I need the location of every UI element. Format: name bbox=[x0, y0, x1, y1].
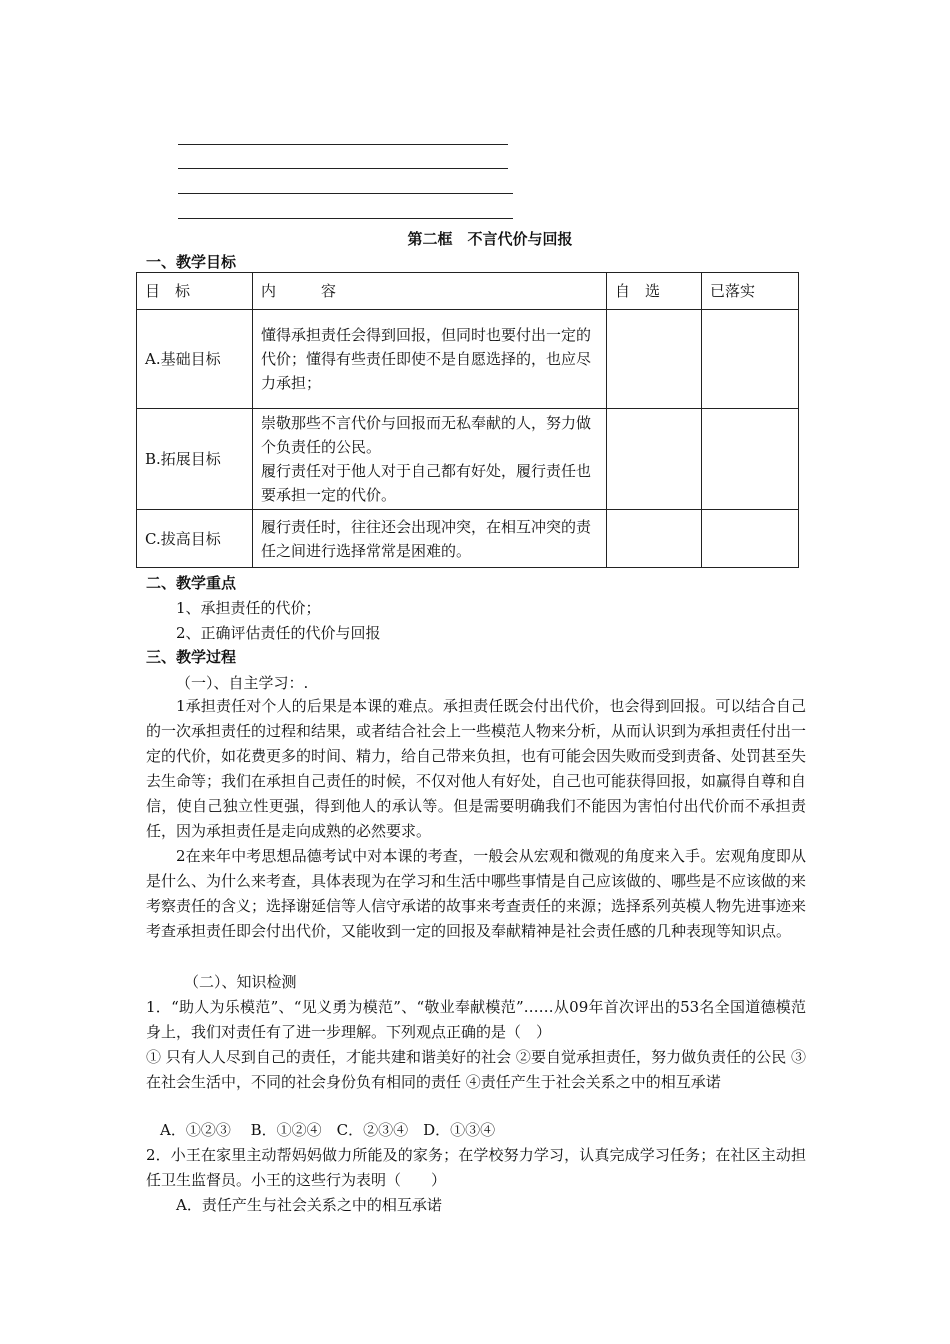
header-goal: 目 标 bbox=[137, 273, 253, 310]
row-label: A.基础目标 bbox=[137, 310, 253, 409]
section-heading-focus: 二、教学重点 bbox=[146, 574, 237, 592]
row-content bbox=[253, 409, 607, 510]
header-content: 内 容 bbox=[253, 273, 607, 310]
blank-line-3 bbox=[178, 193, 513, 194]
row-self-select-cell bbox=[607, 310, 702, 409]
row-content-line-2: 履行责任对于他人对于自己都有好处，履行责任也要承担一定的代价。 bbox=[261, 462, 592, 504]
goals-table bbox=[136, 272, 799, 568]
section-heading-process: 三、教学过程 bbox=[146, 648, 237, 666]
part-heading-knowledge-check: （二）、知识检测 bbox=[184, 973, 297, 991]
paragraph-2: 2在来年中考思想品德考试中对本课的考查，一般会从宏观和微观的角度来入手。宏观角度即从是什么、为什么来考查，具体表现为在学习和生活中哪些事情是自己应该做的、哪些是不应该做的来考察责任的含义；选择谢延信等人信守承诺的故事来考查责任的来源；选择系列英模人物先进事迹来考查承担责任即会付出代价，又能收到一定的回报及奉献精神是社会责任感的几种表现等知识点。 bbox=[146, 847, 807, 940]
table-row bbox=[137, 510, 799, 568]
row-self-select-cell bbox=[607, 409, 702, 510]
question-1-statements: ① 只有人人尽到自己的责任，才能共建和谐美好的社会 ②要自觉承担责任，努力做负责任的公民 ③在社会生活中，不同的社会身份负有相同的责任 ④责任产生于社会关系之中的相互承诺 bbox=[146, 1048, 806, 1091]
table-row bbox=[137, 409, 799, 510]
table-header-row bbox=[137, 273, 799, 310]
row-done-cell bbox=[702, 310, 799, 409]
focus-item: 2、正确评估责任的代价与回报 bbox=[176, 624, 381, 642]
part-heading-self-study: （一）、自主学习：. bbox=[176, 674, 309, 692]
blank-line-2 bbox=[178, 168, 508, 169]
row-label: C.拔高目标 bbox=[137, 510, 253, 568]
row-content-line-1: 崇敬那些不言代价与回报而无私奉献的人，努力做个负责任的公民。 bbox=[261, 414, 592, 456]
row-content: 履行责任时，往往还会出现冲突，在相互冲突的责任之间进行选择常常是困难的。 bbox=[253, 510, 607, 568]
row-done-cell bbox=[702, 510, 799, 568]
header-done: 已落实 bbox=[702, 273, 799, 310]
question-1-choices: A．①②③ B．①②④ C．②③④ D．①③④ bbox=[160, 1121, 496, 1139]
blank-line-1 bbox=[178, 144, 508, 145]
question-1: 1．“助人为乐模范”、“见义勇为模范”、“敬业奉献模范”……从09年首次评出的53名全国道德模范身上，我们对责任有了进一步理解。下列观点正确的是（ ） bbox=[146, 998, 806, 1041]
table-row bbox=[137, 310, 799, 409]
row-content: 懂得承担责任会得到回报，但同时也要付出一定的代价；懂得有些责任即使不是自愿选择的，也应尽力承担； bbox=[253, 310, 607, 409]
header-self-select: 自 选 bbox=[607, 273, 702, 310]
question-2-option-a: A．责任产生与社会关系之中的相互承诺 bbox=[176, 1196, 442, 1214]
row-label: B.拓展目标 bbox=[137, 409, 253, 510]
focus-item: 1、承担责任的代价； bbox=[176, 599, 321, 617]
paragraph-1: 1承担责任对个人的后果是本课的难点。承担责任既会付出代价，也会得到回报。可以结合自己的一次承担责任的过程和结果，或者结合社会上一些模范人物来分析，从而认识到为承担责任付出一定的代价，如花费更多的时间、精力，给自己带来负担，也有可能会因失败而受到责备、处罚甚至失去生命等；我们在承担自己责任的时候，不仅对他人有好处，自己也可能获得回报，如赢得自尊和自信，使自己独立性更强，得到他人的承认等。但是需要明确我们不能因为害怕付出代价而不承担责任，因为承担责任是走向成熟的必然要求。 bbox=[146, 697, 807, 840]
row-done-cell bbox=[702, 409, 799, 510]
row-self-select-cell bbox=[607, 510, 702, 568]
question-2: 2．小王在家里主动帮妈妈做力所能及的家务；在学校努力学习，认真完成学习任务；在社区主动担任卫生监督员。小王的这些行为表明（ ） bbox=[146, 1146, 806, 1189]
blank-line-4 bbox=[178, 218, 513, 219]
section-heading-goals: 一、教学目标 bbox=[146, 253, 237, 271]
page-title: 第二框 不言代价与回报 bbox=[407, 230, 573, 248]
